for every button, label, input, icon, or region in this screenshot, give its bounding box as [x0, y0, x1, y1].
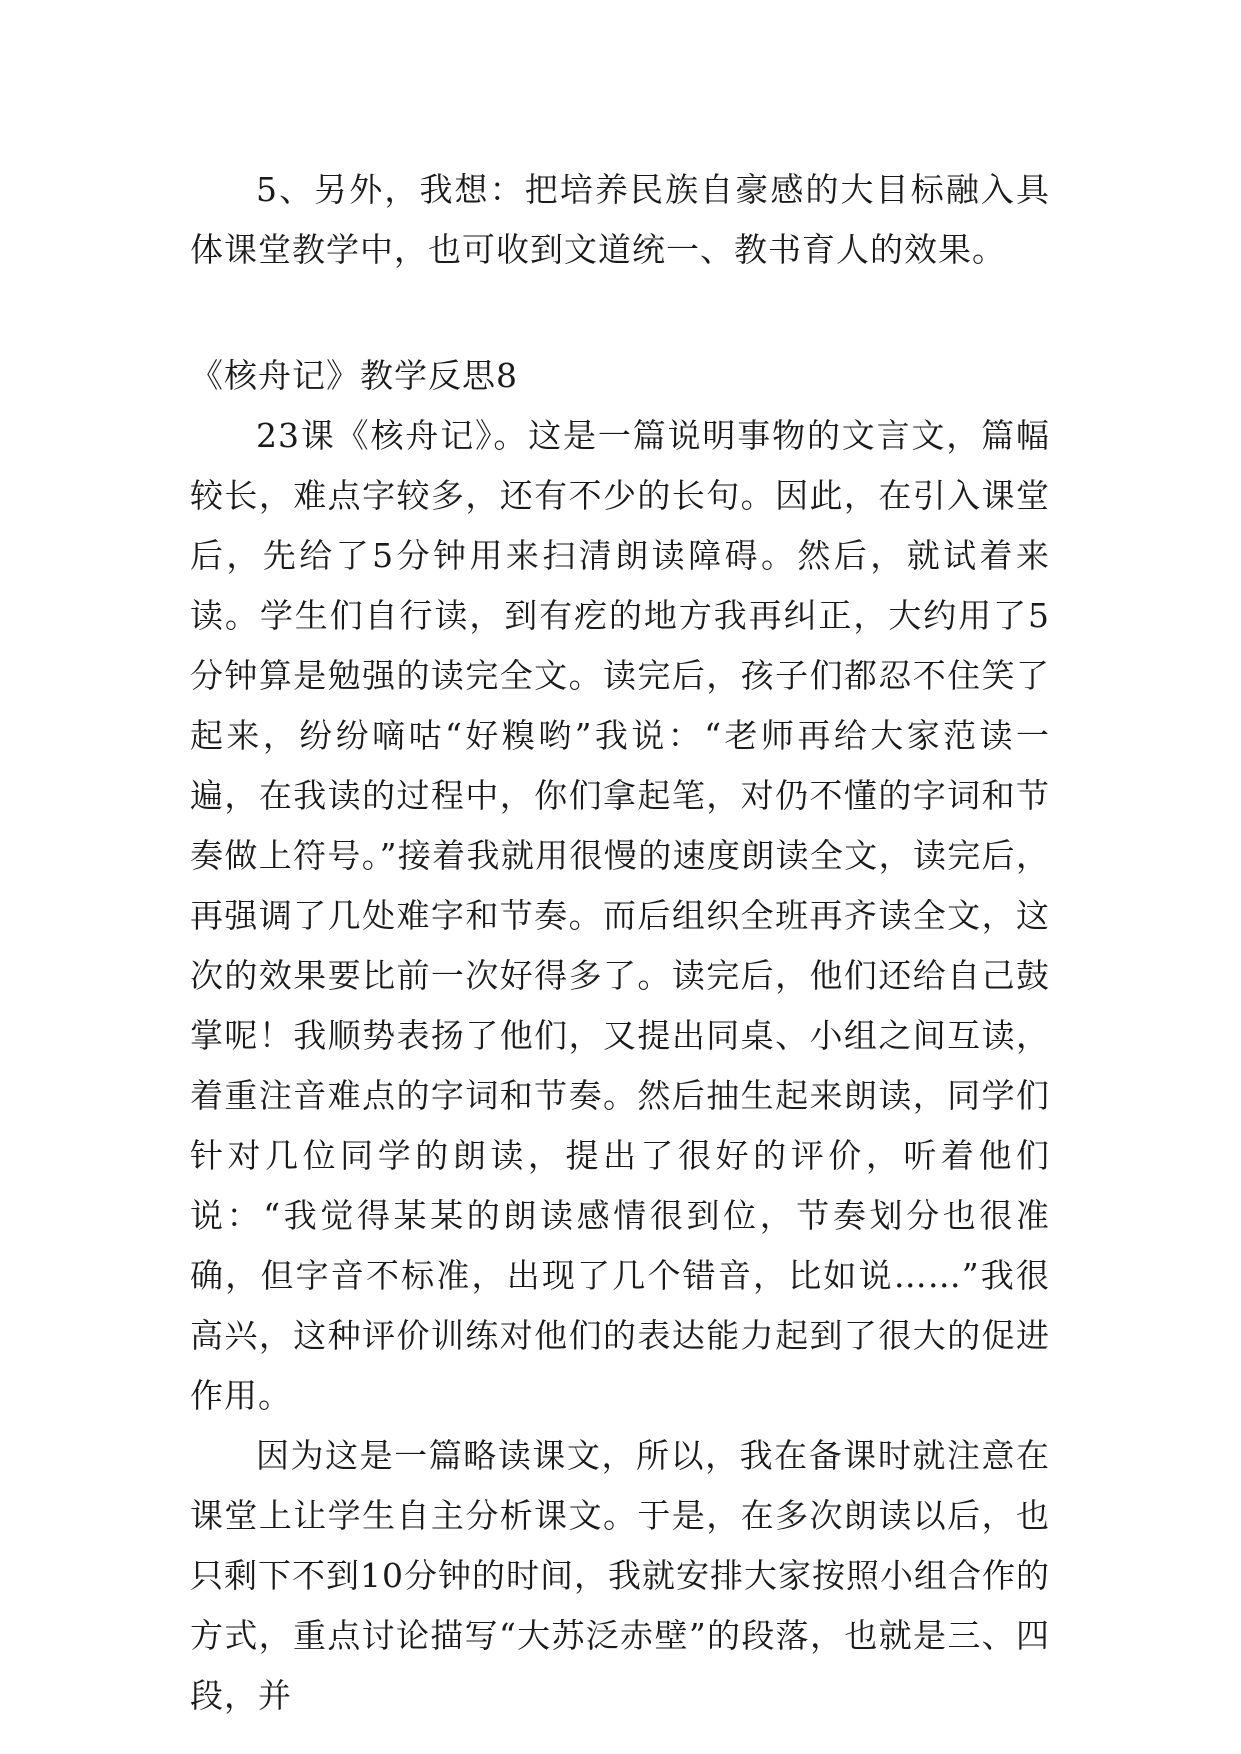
section-spacer	[190, 280, 1050, 346]
paragraph-previous-section-point-5: 5、另外，我想：把培养民族自豪感的大目标融入具体课堂教学中，也可收到文道统一、教书育人的效果。	[190, 170, 1050, 269]
section-title: 《核舟记》教学反思8	[190, 356, 518, 395]
paragraph-group-discussion: 因为这是一篇略读课文，所以，我在备课时就注意在课堂上让学生自主分析课文。于是，在多次朗读以后，也只剩下不到10分钟的时间，我就安排大家按照小组合作的方式，重点讨论描写“大苏泛赤壁”的段落，也就是三、四段，并	[190, 1436, 1050, 1715]
paragraph-reading-practice: 23课《核舟记》。这是一篇说明事物的文言文，篇幅较长，难点字较多，还有不少的长句。因此，在引入课堂后，先给了5分钟用来扫清朗读障碍。然后，就试着来读。学生们自行读，到有疙的地方我再纠正，大约用了5分钟算是勉强的读完全文。读完后，孩子们都忍不住笑了起来，纷纷嘀咕“好糗哟”我说：“老师再给大家范读一遍，在我读的过程中，你们拿起笔，对仍不懂的字词和节奏做上符号。”接着我就用很慢的速度朗读全文，读完后，再强调了几处难字和节奏。而后组织全班再齐读全文，这次的效果要比前一次好得多了。读完后，他们还给自己鼓掌呢！我顺势表扬了他们，又提出同桌、小组之间互读，着重注音难点的字词和节奏。然后抽生起来朗读，同学们针对几位同学的朗读，提出了很好的评价，听着他们说：“我觉得某某的朗读感情很到位，节奏划分也很准确，但字音不标准，出现了几个错音，比如说……”我很高兴，这种评价训练对他们的表达能力起到了很大的促进作用。	[190, 416, 1050, 1415]
document-body	[190, 160, 1050, 1726]
